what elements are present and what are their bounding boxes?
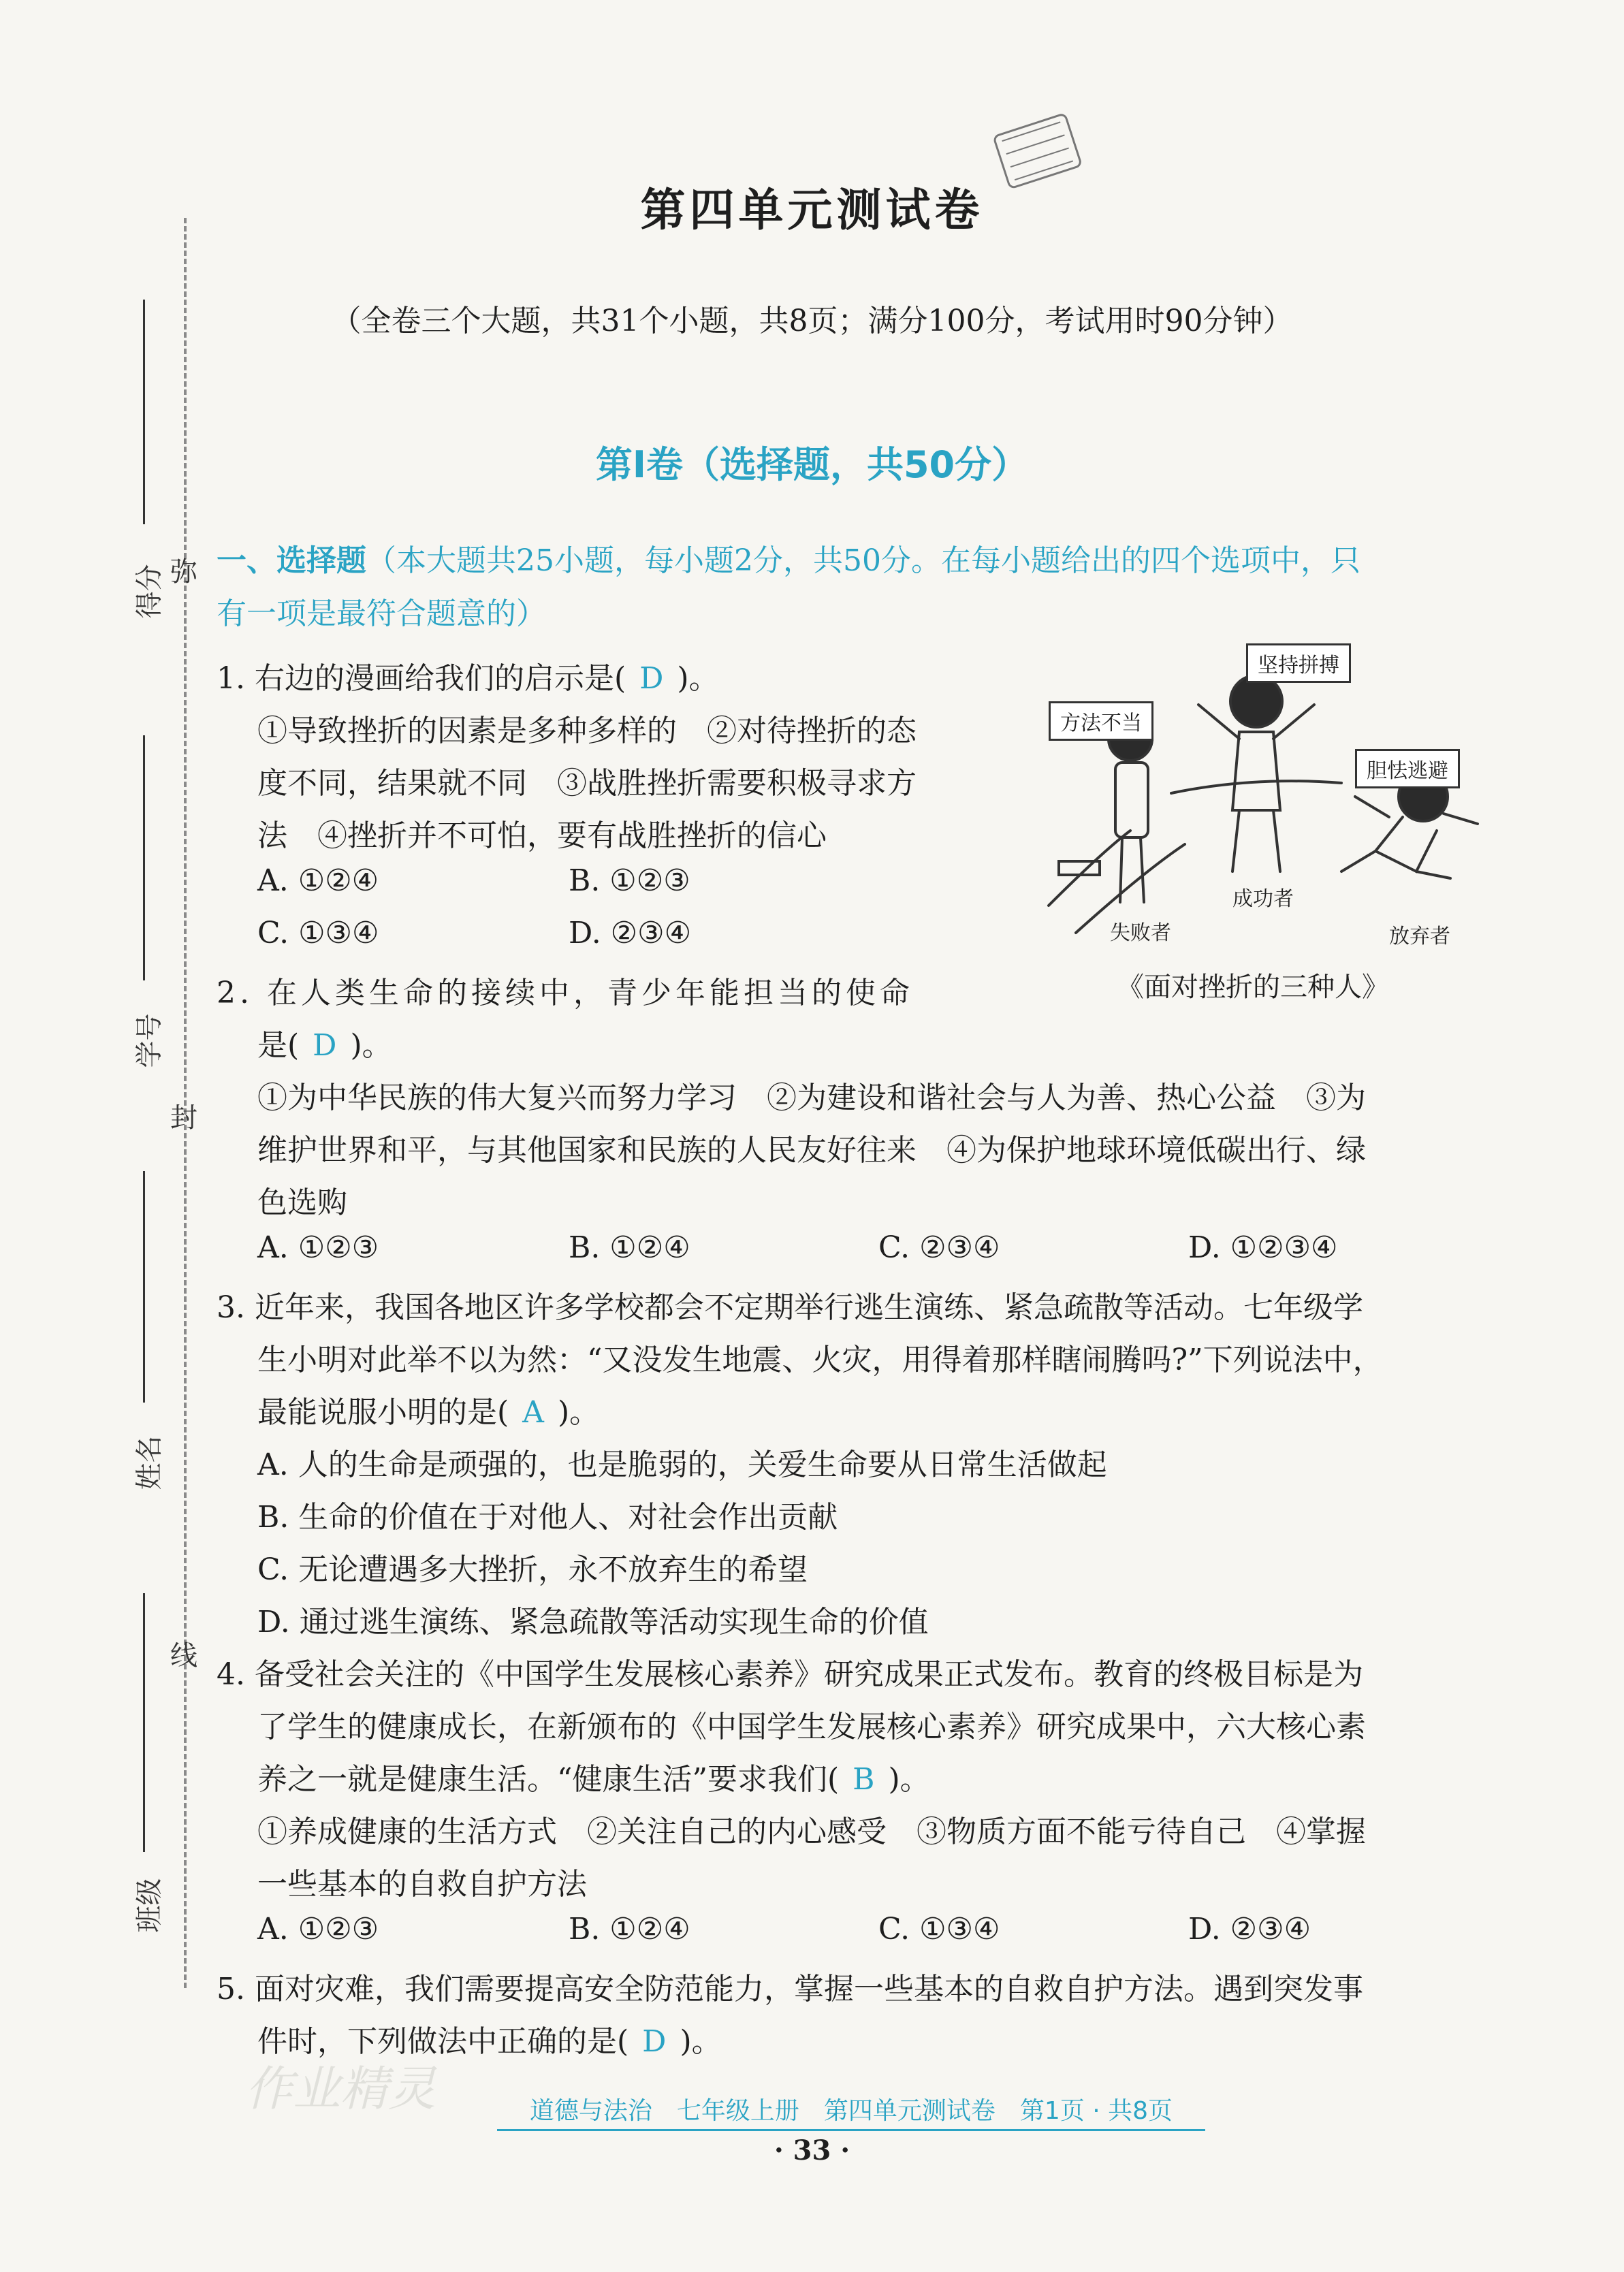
q4-option-d: D. ②③④ [1188,1912,1311,1947]
bubble-method: 方法不当 [1049,701,1153,741]
q2-option-d: D. ①②③④ [1188,1230,1338,1265]
class-line [143,1593,145,1852]
label-fail: 失败者 [1110,921,1171,945]
binding-char-xian: 线 [170,1640,197,1671]
label-success: 成功者 [1232,887,1294,911]
q4-answer: B [853,1762,875,1797]
section-desc-1: （本大题共25小题，每小题2分，共50分。在每小题给出的四个选项中，只 [366,543,1360,578]
q2-line3: 色选购 [257,1185,347,1220]
q3-option-a: A. 人的生命是顽强的，也是脆弱的，关爱生命要从日常生活做起 [257,1447,1107,1482]
q1-line2: 度不同，结果就不同 ③战胜挫折需要积极寻求方 [257,766,917,801]
q1-line1: ①导致挫折的因素是多种多样的 ②对待挫折的态 [257,714,917,748]
q2-option-c: C. ②③④ [878,1230,1000,1265]
q4-line3: 养之一就是健康生活。“健康生活”要求我们( B )。 [257,1762,930,1797]
cartoon-caption: 《面对挫折的三种人》 [1117,972,1389,1003]
q2-line2: 维护世界和平，与其他国家和民族的人民友好往来 ④为保护地球环境低碳出行、绿 [257,1133,1366,1168]
q1-option-c: C. ①③④ [257,916,379,950]
binding-char-mi: 弥 [170,556,197,588]
page-title: 第四单元测试卷 [640,184,984,236]
q4-line2: 了学生的健康成长，在新颁布的《中国学生发展核心素养》研究成果中，六大核心素 [257,1710,1366,1744]
q1-option-d: D. ②③④ [569,916,692,950]
field-class: 班级 [133,1878,165,1933]
q3-option-b: B. 生命的价值在于对他人、对社会作出贡献 [257,1500,838,1535]
q1-answer: D [639,661,664,696]
q4-line1: 4. 备受社会关注的《中国学生发展核心素养》研究成果正式发布。教育的终极目标是为 [217,1657,1363,1692]
section-title: 一、选择题 [217,543,366,578]
q3-line1: 3. 近年来，我国各地区许多学校都会不定期举行逃生演练、紧急疏散等活动。七年级学 [217,1290,1363,1325]
cartoon-illustration [1035,647,1498,960]
part-title: 第Ⅰ卷（选择题，共50分） [595,443,1029,486]
q2-option-b: B. ①②④ [569,1230,690,1265]
section-heading [217,534,1517,641]
watermark: 作业精灵 [245,2061,436,2117]
section-desc-2: 有一项是最符合题意的） [217,596,546,631]
q3-option-d: D. 通过逃生演练、紧急疏散等活动实现生命的价值 [257,1605,929,1639]
q1-option-a: A. ①②④ [257,863,379,898]
q4-option-b: B. ①②④ [569,1912,690,1947]
stamp-logo-icon [981,102,1103,204]
q2-stem: 2. 在人类生命的接续中，青少年能担当的使命 [217,976,914,1010]
exam-info: （全卷三个大题，共31个小题，共8页；满分100分，考试用时90分钟） [331,304,1293,338]
student-id-line [143,735,145,980]
q5-line2: 件时，下列做法中正确的是( D )。 [257,2024,722,2059]
q1-option-b: B. ①②③ [569,863,690,898]
q5-line1: 5. 面对灾难，我们需要提高安全防范能力，掌握一些基本的自救自护方法。遇到突发事 [217,1972,1363,2006]
bubble-persist: 坚持拼搏 [1246,643,1351,683]
field-name: 姓名 [133,1435,165,1490]
label-giveup: 放弃者 [1389,925,1450,948]
q4-line4: ①养成健康的生活方式 ②关注自己的内心感受 ③物质方面不能亏待自己 ④掌握 [257,1814,1366,1849]
q2-stem2: 是( D )。 [257,1028,392,1063]
q3-answer: A [522,1395,544,1430]
q5-answer: D [642,2024,667,2059]
q3-line3: 最能说服小明的是( A )。 [257,1395,600,1430]
score-line [143,300,145,524]
name-line [143,1171,145,1403]
binding-char-feng: 封 [170,1102,197,1134]
q1-stem: 1. 右边的漫画给我们的启示是( D )。 [217,661,719,696]
page-footer: 道德与法治 七年级上册 第四单元测试卷 第1页 · 共8页 [497,2092,1205,2131]
q3-line2: 生小明对此举不以为然：“又没发生地震、火灾，用得着那样瞎闹腾吗?”下列说法中， [257,1343,1383,1377]
cartoon-figures-icon [1035,647,1498,960]
q4-option-a: A. ①②③ [257,1912,379,1947]
bubble-timid: 胆怯逃避 [1355,749,1460,788]
q4-option-c: C. ①③④ [878,1912,1000,1947]
q3-option-c: C. 无论遭遇多大挫折，永不放弃生的希望 [257,1552,808,1587]
q2-option-a: A. ①②③ [257,1230,379,1265]
q4-line5: 一些基本的自救自护方法 [257,1867,587,1902]
field-student-id: 学号 [133,1013,165,1068]
field-score: 得分 [133,564,165,619]
q2-line1: ①为中华民族的伟大复兴而努力学习 ②为建设和谐社会与人为善、热心公益 ③为 [257,1081,1366,1115]
q2-answer: D [313,1028,337,1063]
q1-line3: 法 ④挫折并不可怕，要有战胜挫折的信心 [257,818,827,853]
page-number: · 33 · [774,2134,850,2166]
